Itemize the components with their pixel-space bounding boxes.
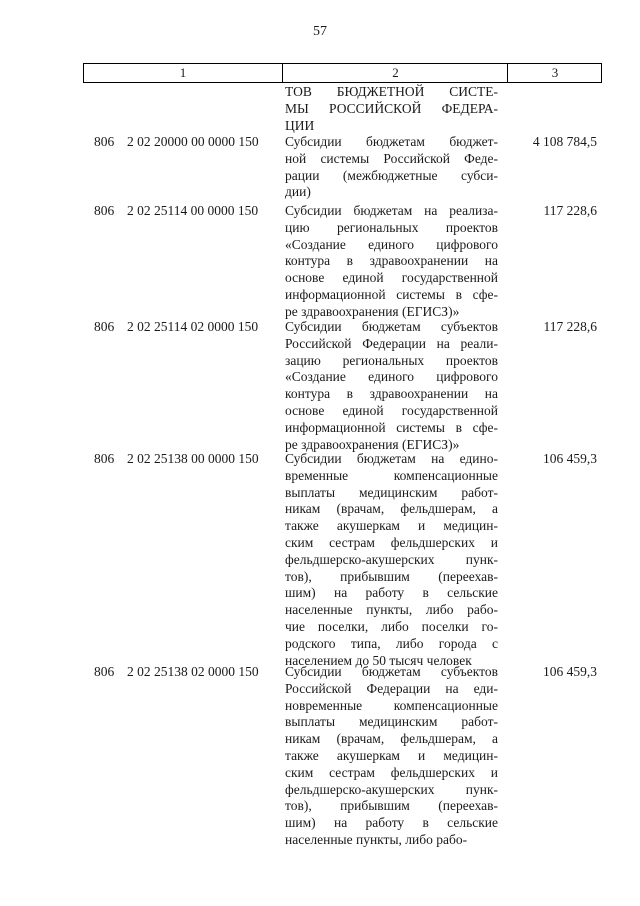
page-number: 57 <box>313 24 327 39</box>
budget-code <box>94 664 259 681</box>
description-line: контура в здравоохранении на <box>285 386 498 402</box>
description-line: фельдшерско-акушерских пунк- <box>285 551 498 567</box>
header-col-2: 2 <box>282 64 508 82</box>
description-line: основе единой государственной <box>285 270 498 286</box>
description-line: МЫ РОССИЙСКОЙ ФЕДЕРА- <box>285 100 498 116</box>
classification-code: 2 02 25138 00 0000 150 <box>127 451 259 466</box>
description-line: ским сестрам фельдшерских и <box>285 764 498 780</box>
classification-code: 2 02 25114 02 0000 150 <box>127 319 259 334</box>
description-line: Субсидии бюджетам на едино- <box>285 451 498 466</box>
description-line: ной системы Российской Феде- <box>285 150 498 166</box>
description-line: «Создание единого цифрового <box>285 236 498 252</box>
description-line: зацию региональных проектов <box>285 352 498 368</box>
description-line: цию региональных проектов <box>285 219 498 235</box>
description-line: Российской Федерации на еди- <box>285 680 498 696</box>
table-header <box>83 63 602 83</box>
description-line: временные компенсационные <box>285 467 498 483</box>
description-line: новременные компенсационные <box>285 697 498 713</box>
admin-code: 806 <box>94 319 115 334</box>
budget-code <box>94 451 259 468</box>
description-line: населенные пункты, либо рабо- <box>285 831 468 847</box>
row-description <box>285 134 498 201</box>
row-description <box>285 451 498 669</box>
description-line: чие поселки, либо поселки го- <box>285 618 498 634</box>
description-line: никам (врачам, фельдшерам, а <box>285 501 498 517</box>
row-description <box>285 319 498 453</box>
description-line: также акушеркам и медицин- <box>285 747 498 763</box>
description-line: дии) <box>285 184 311 200</box>
header-col-3: 3 <box>507 64 602 82</box>
admin-code: 806 <box>94 664 115 679</box>
classification-code: 2 02 25138 02 0000 150 <box>127 664 259 679</box>
description-line: основе единой государственной <box>285 402 498 418</box>
description-line: выплаты медицинским работ- <box>285 484 498 500</box>
description-line: информационной системы в сфе- <box>285 286 498 302</box>
admin-code: 806 <box>94 451 115 466</box>
description-line: ским сестрам фельдшерских и <box>285 534 498 550</box>
description-line: Субсидии бюджетам субъектов <box>285 319 498 334</box>
row-description <box>285 664 498 849</box>
budget-code <box>94 203 258 220</box>
description-line: ТОВ БЮДЖЕТНОЙ СИСТЕ- <box>285 84 498 99</box>
description-line: фельдшерско-акушерских пунк- <box>285 781 498 797</box>
description-line: родского типа, либо города с <box>285 635 498 651</box>
admin-code: 806 <box>94 134 115 149</box>
row-amount: 106 459,3 <box>543 664 597 679</box>
header-col-1: 1 <box>179 65 187 80</box>
description-line: тов), прибывшим (переехав- <box>285 568 498 584</box>
row-amount: 4 108 784,5 <box>532 134 597 149</box>
row-amount: 106 459,3 <box>543 451 597 466</box>
description-line: выплаты медицинским работ- <box>285 714 498 730</box>
budget-code <box>94 134 259 151</box>
classification-code: 2 02 20000 00 0000 150 <box>127 134 259 149</box>
description-line: контура в здравоохранении на <box>285 253 498 269</box>
description-line: никам (врачам, фельдшерам, а <box>285 731 498 747</box>
row-amount: 117 228,6 <box>543 319 597 334</box>
classification-code: 2 02 25114 00 0000 150 <box>127 203 259 218</box>
description-line: рации (межбюджетные субси- <box>285 167 498 183</box>
description-line: «Создание единого цифрового <box>285 369 498 385</box>
description-line: шим) на работу в сельские <box>285 815 498 831</box>
continuation-text <box>285 84 498 134</box>
budget-code <box>94 319 258 336</box>
description-line: Субсидии бюджетам на реализа- <box>285 203 498 218</box>
row-description <box>285 203 498 321</box>
description-line: ре здравоохранения (ЕГИСЗ)» <box>285 303 460 319</box>
description-line: тов), прибывшим (переехав- <box>285 798 498 814</box>
description-line: Российской Федерации на реали- <box>285 335 498 351</box>
description-line: населением до 50 тысяч человек <box>285 652 472 668</box>
description-line: шим) на работу в сельские <box>285 585 498 601</box>
description-line: информационной системы в сфе- <box>285 419 498 435</box>
description-line: ре здравоохранения (ЕГИСЗ)» <box>285 436 460 452</box>
description-line: Субсидии бюджетам субъектов <box>285 664 498 679</box>
description-line: также акушеркам и медицин- <box>285 518 498 534</box>
description-line: ЦИИ <box>285 117 315 133</box>
row-amount: 117 228,6 <box>543 203 597 218</box>
description-line: Субсидии бюджетам бюджет- <box>285 134 498 149</box>
admin-code: 806 <box>94 203 115 218</box>
description-line: населенные пункты, либо рабо- <box>285 602 498 618</box>
